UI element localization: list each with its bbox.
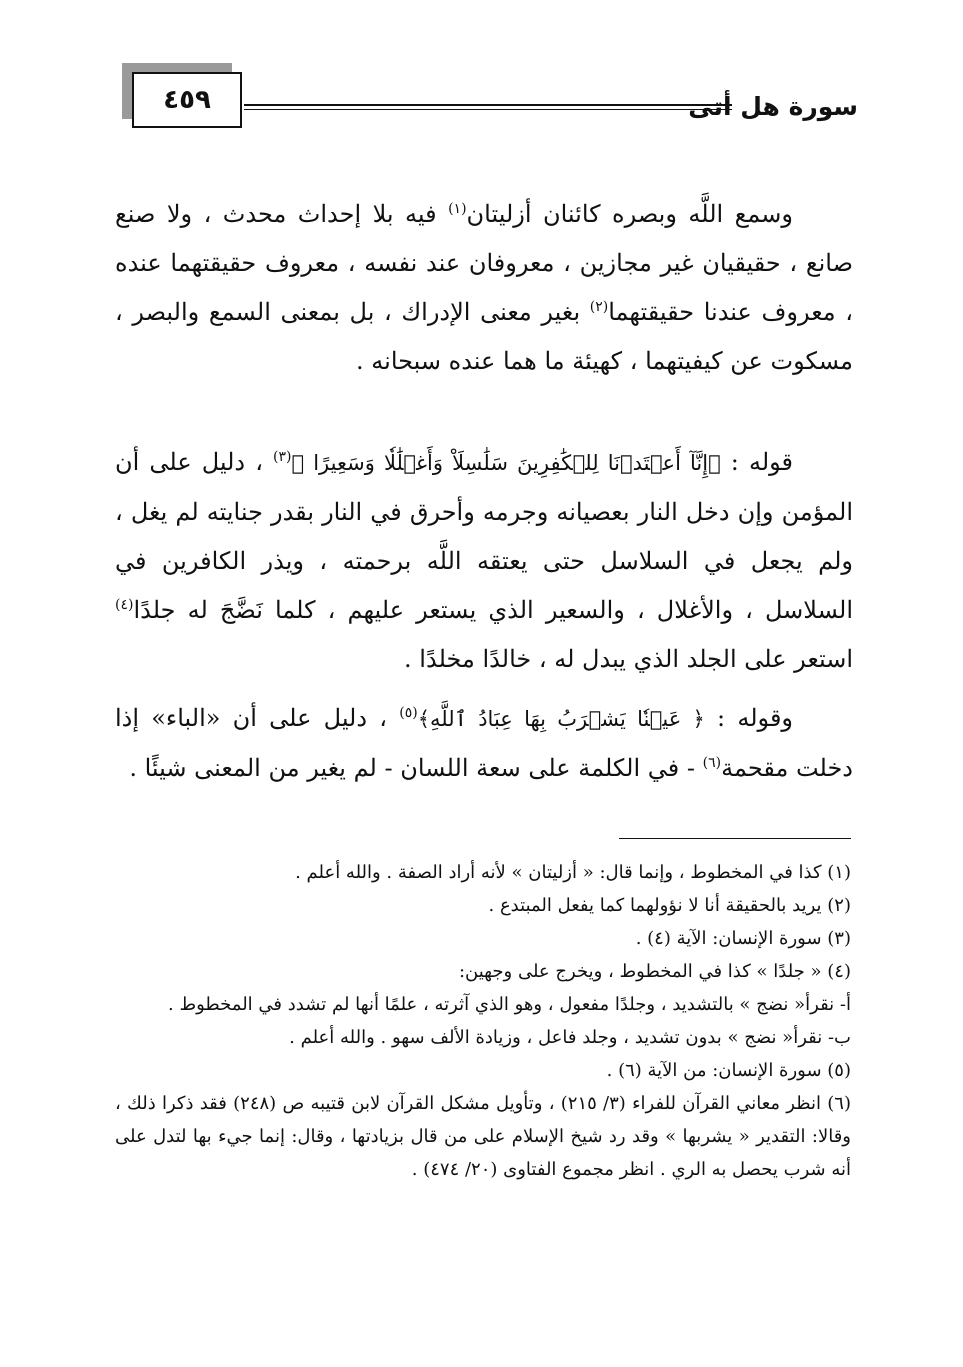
paragraph-3 <box>115 694 853 793</box>
footnote-separator <box>619 838 851 839</box>
paragraph-2 <box>115 438 853 684</box>
footnote-4: (٤) « جلدًا » كذا في المخطوط ، ويخرج على وجهين: <box>458 961 851 982</box>
quran-verse: ﴿إِنَّآ أَعۡتَدۡنَا لِلۡكَٰفِرِينَ سَلَٰسِلَاْ وَأَغۡلَٰلٗا وَسَعِيرًا ﴾ <box>291 451 721 475</box>
page-number-box <box>132 72 242 128</box>
paragraph-1 <box>115 190 853 386</box>
indent <box>793 448 853 476</box>
paragraph-intro: قوله : <box>720 448 793 476</box>
indent <box>793 704 853 732</box>
paragraph-text: فيه بلا إحداث محدث ، ولا صنع صانع ، حقيقيان غير مجازين ، معروفان عند نفسه ، معروف حقيقتهما عنده ، معروف عندنا حقيقتهما <box>115 200 854 326</box>
page-number: ٤٥٩ <box>163 85 211 115</box>
footnote-ref-4[interactable]: (٤) <box>115 597 134 613</box>
header-divider <box>244 104 732 110</box>
footnote-5: (٥) سورة الإنسان: من الآية (٦) . <box>606 1060 851 1081</box>
paragraph-intro: وقوله : <box>704 704 794 732</box>
quran-verse: ﴿ عَيۡنٗا يَشۡرَبُ بِهَا عِبَادُ ٱللَّهِ﴾ <box>417 707 705 731</box>
paragraph-text: ، دليل على أن «الباء» إذا دخلت مقحمة <box>115 704 853 782</box>
paragraph-text: بغير معنى الإدراك ، بل بمعنى السمع والبصر ، مسكوت عن كيفيتهما ، كهيئة ما هما عنده سبحانه . <box>115 298 853 375</box>
footnote-ref-3[interactable]: (٣) <box>273 449 292 465</box>
footnote-1: (١) كذا في المخطوط ، وإنما قال: « أزليتان » لأنه أراد الصفة . والله أعلم . <box>295 862 851 883</box>
paragraph-text: وسمع اللَّه وبصره كائنان أزليتان <box>466 200 793 228</box>
footnotes <box>115 856 851 1186</box>
footnote-4b: ب- نقرأ« نضج » بدون تشديد ، وجلد فاعل ، وزيادة الألف سهو . والله أعلم . <box>289 1027 851 1048</box>
page-header <box>120 60 858 140</box>
footnote-2: (٢) يريد بالحقيقة أنا لا نؤولهما كما يفعل المبتدع . <box>488 895 851 916</box>
footnote-4a: أ- نقرأ« نضج » بالتشديد ، وجلدًا مفعول ، وهو الذي آثرته ، علمًا أنها لم تشدد في المخطوط . <box>168 994 851 1015</box>
paragraph-text: استعر على الجلد الذي يبدل له ، خالدًا مخلدًا . <box>404 645 853 673</box>
indent <box>793 200 853 228</box>
footnote-ref-1[interactable]: (١) <box>448 201 467 217</box>
footnote-3: (٣) سورة الإنسان: الآية (٤) . <box>635 928 851 949</box>
footnote-ref-6[interactable]: (٦) <box>702 755 722 771</box>
surah-title: سورة هل أتى <box>688 92 858 121</box>
paragraph-text: - في الكلمة على سعة اللسان - لم يغير من المعنى شيئًا . <box>129 754 703 782</box>
footnote-ref-2[interactable]: (٢) <box>589 299 609 315</box>
paragraph-text: ، دليل على أن المؤمن وإن دخل النار بعصيانه وجرمه وأحرق في النار بقدر جنايته لم يغل ، ولم يجعل في السلاسل حتى يعتقه اللَّه برحمته ، ويذر الكافرين في السلاسل ، والأغلال ، والسعير الذي يستعر عليهم ، كلما نَضَّجَ له جلدًا <box>115 448 853 624</box>
footnote-ref-5[interactable]: (٥) <box>399 705 418 721</box>
footnote-6: (٦) انظر معاني القرآن للفراء (٣/ ٢١٥) ، وتأويل مشكل القرآن لابن قتيبه ص (٢٤٨) فقد ذكرا ذلك ، وقالا: التقدير « يشربها » وقد رد شيخ الإسلام على من قال بزيادتها ، وقال: إنما جيء بها لتدل على أنه شرب يحصل به الري . انظر مجموع الفتاوى (٢٠/ ٤٧٤) . <box>115 1093 851 1180</box>
